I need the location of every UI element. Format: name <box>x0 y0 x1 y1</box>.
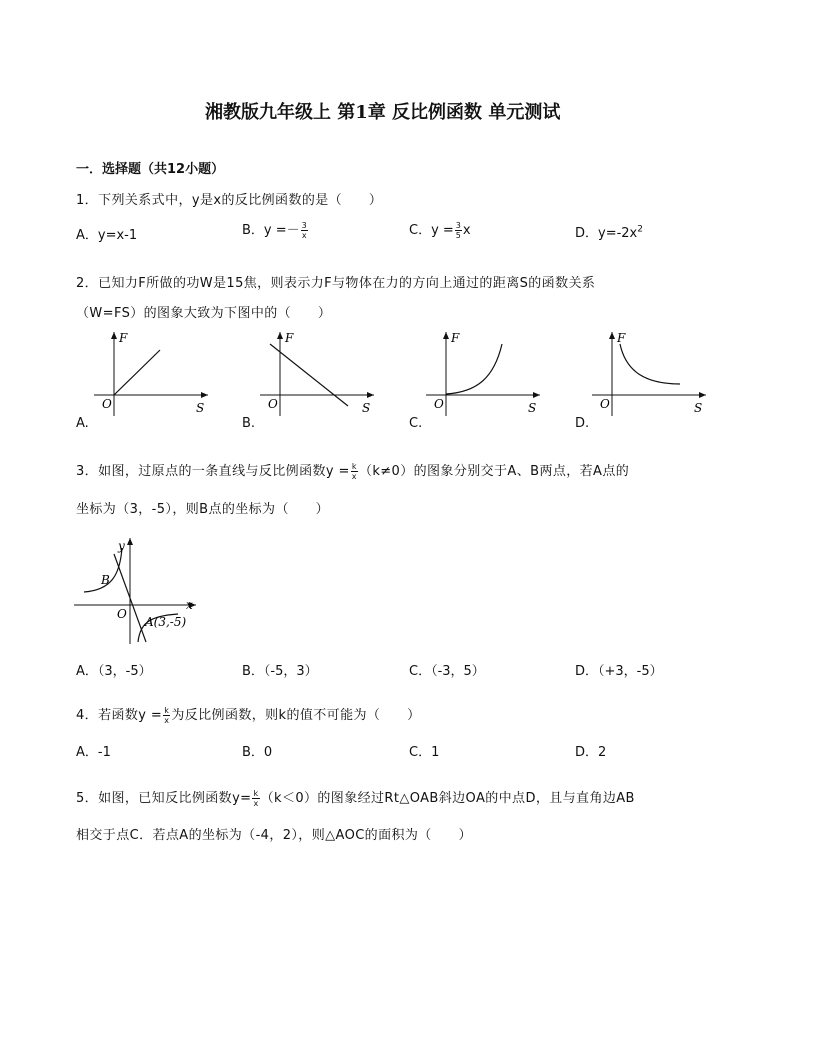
point-label-b: B <box>101 573 110 587</box>
q3-option-d: D．（+3，-5） <box>575 664 663 679</box>
q2-graph-d <box>588 328 708 420</box>
origin-label: O <box>268 397 278 411</box>
x-axis-arrow-icon <box>367 392 374 398</box>
q1-stem: 1．下列关系式中，y是x的反比例函数的是（ ） <box>76 193 383 208</box>
q1-option-d: D．$y=-2x^2$ <box>575 224 643 241</box>
q1-option-c: C．y = $\frac{3}{5}$ x <box>409 221 471 240</box>
q2-label-b: B. <box>242 416 256 431</box>
q4-option-d: D．2 <box>575 745 607 760</box>
section-heading: 一．选择题（共12小题） <box>76 162 225 177</box>
origin-label: O <box>434 397 444 411</box>
axis-label-s: S <box>528 401 537 415</box>
origin-label: O <box>102 397 112 411</box>
q2-graph-c <box>422 328 542 420</box>
q2-stem-line1: 2．已知力F所做的功W是15焦，则表示力F与物体在力的方向上通过的距离S的函数关系 <box>76 276 596 291</box>
q2-graph-a <box>90 328 210 420</box>
y-axis-arrow-icon <box>609 332 615 339</box>
axis-label-x: x <box>186 598 193 612</box>
axis-label-y: y <box>118 539 125 553</box>
q1-c-fraction: $\frac{3}{5}$ <box>455 221 461 240</box>
axis-label-s: S <box>196 401 205 415</box>
q2-stem-line2: （W=FS）的图象大致为下图中的（ ） <box>76 306 332 321</box>
axis-label-f: F <box>617 331 626 345</box>
graph-line <box>114 350 160 395</box>
q3-option-c: C．（-3，5） <box>409 664 485 679</box>
origin-label: O <box>117 607 127 621</box>
axis-label-f: F <box>119 331 128 345</box>
q1-b-fraction: $\frac{3}{x}$ <box>301 221 307 240</box>
x-axis-arrow-icon <box>201 392 208 398</box>
page-title: 湘教版九年级上 第1章 反比例函数 单元测试 <box>205 102 561 123</box>
q1-option-a: A．y=x-1 <box>76 228 138 243</box>
q5-stem-line2: 相交于点C．若点A的坐标为（-4，2），则△AOC的面积为（ ） <box>76 828 472 843</box>
q4-option-c: C．1 <box>409 745 440 760</box>
point-label-a: A(3,-5) <box>145 615 187 629</box>
q3-figure <box>72 534 200 646</box>
q3-option-a: A．（3，-5） <box>76 664 152 679</box>
graph-curve <box>446 344 502 394</box>
axis-label-s: S <box>694 401 703 415</box>
q2-label-d: D. <box>575 416 590 431</box>
q4-fraction: $\frac{k}{x}$ <box>164 706 170 725</box>
axis-label-f: F <box>451 331 460 345</box>
q2-label-c: C. <box>409 416 423 431</box>
graph-curve <box>620 344 680 384</box>
origin-label: O <box>600 397 610 411</box>
q2-label-a: A. <box>76 416 89 431</box>
q5-stem-line1: 5．如图，已知反比例函数y= $\frac{k}{x}$ （k＜0）的图象经过Rt△OAB斜边OA的中点D，且与直角边AB <box>76 789 635 808</box>
q4-stem: 4．若函数y = $\frac{k}{x}$ 为反比例函数，则k的值不可能为（ ） <box>76 706 421 725</box>
axis-label-f: F <box>285 331 294 345</box>
q3-fraction: $\frac{k}{x}$ <box>351 462 357 481</box>
x-axis-arrow-icon <box>699 392 706 398</box>
axis-label-s: S <box>362 401 371 415</box>
y-axis-arrow-icon <box>443 332 449 339</box>
q3-option-b: B．（-5，3） <box>242 664 318 679</box>
q3-stem-line1: 3．如图，过原点的一条直线与反比例函数y = $\frac{k}{x}$ （k≠0）的图象分别交于A、B两点，若A点的 <box>76 462 630 481</box>
q5-fraction: $\frac{k}{x}$ <box>253 789 259 808</box>
q4-option-a: A．-1 <box>76 745 111 760</box>
graph-line <box>270 344 348 406</box>
y-axis-arrow-icon <box>127 538 133 545</box>
q4-option-b: B．0 <box>242 745 273 760</box>
x-axis-arrow-icon <box>533 392 540 398</box>
y-axis-arrow-icon <box>277 332 283 339</box>
q3-stem-line2: 坐标为（3，-5），则B点的坐标为（ ） <box>76 502 330 517</box>
y-axis-arrow-icon <box>111 332 117 339</box>
q1-option-b: B．y =－ $\frac{3}{x}$ <box>242 221 307 240</box>
q2-graph-b <box>256 328 376 420</box>
